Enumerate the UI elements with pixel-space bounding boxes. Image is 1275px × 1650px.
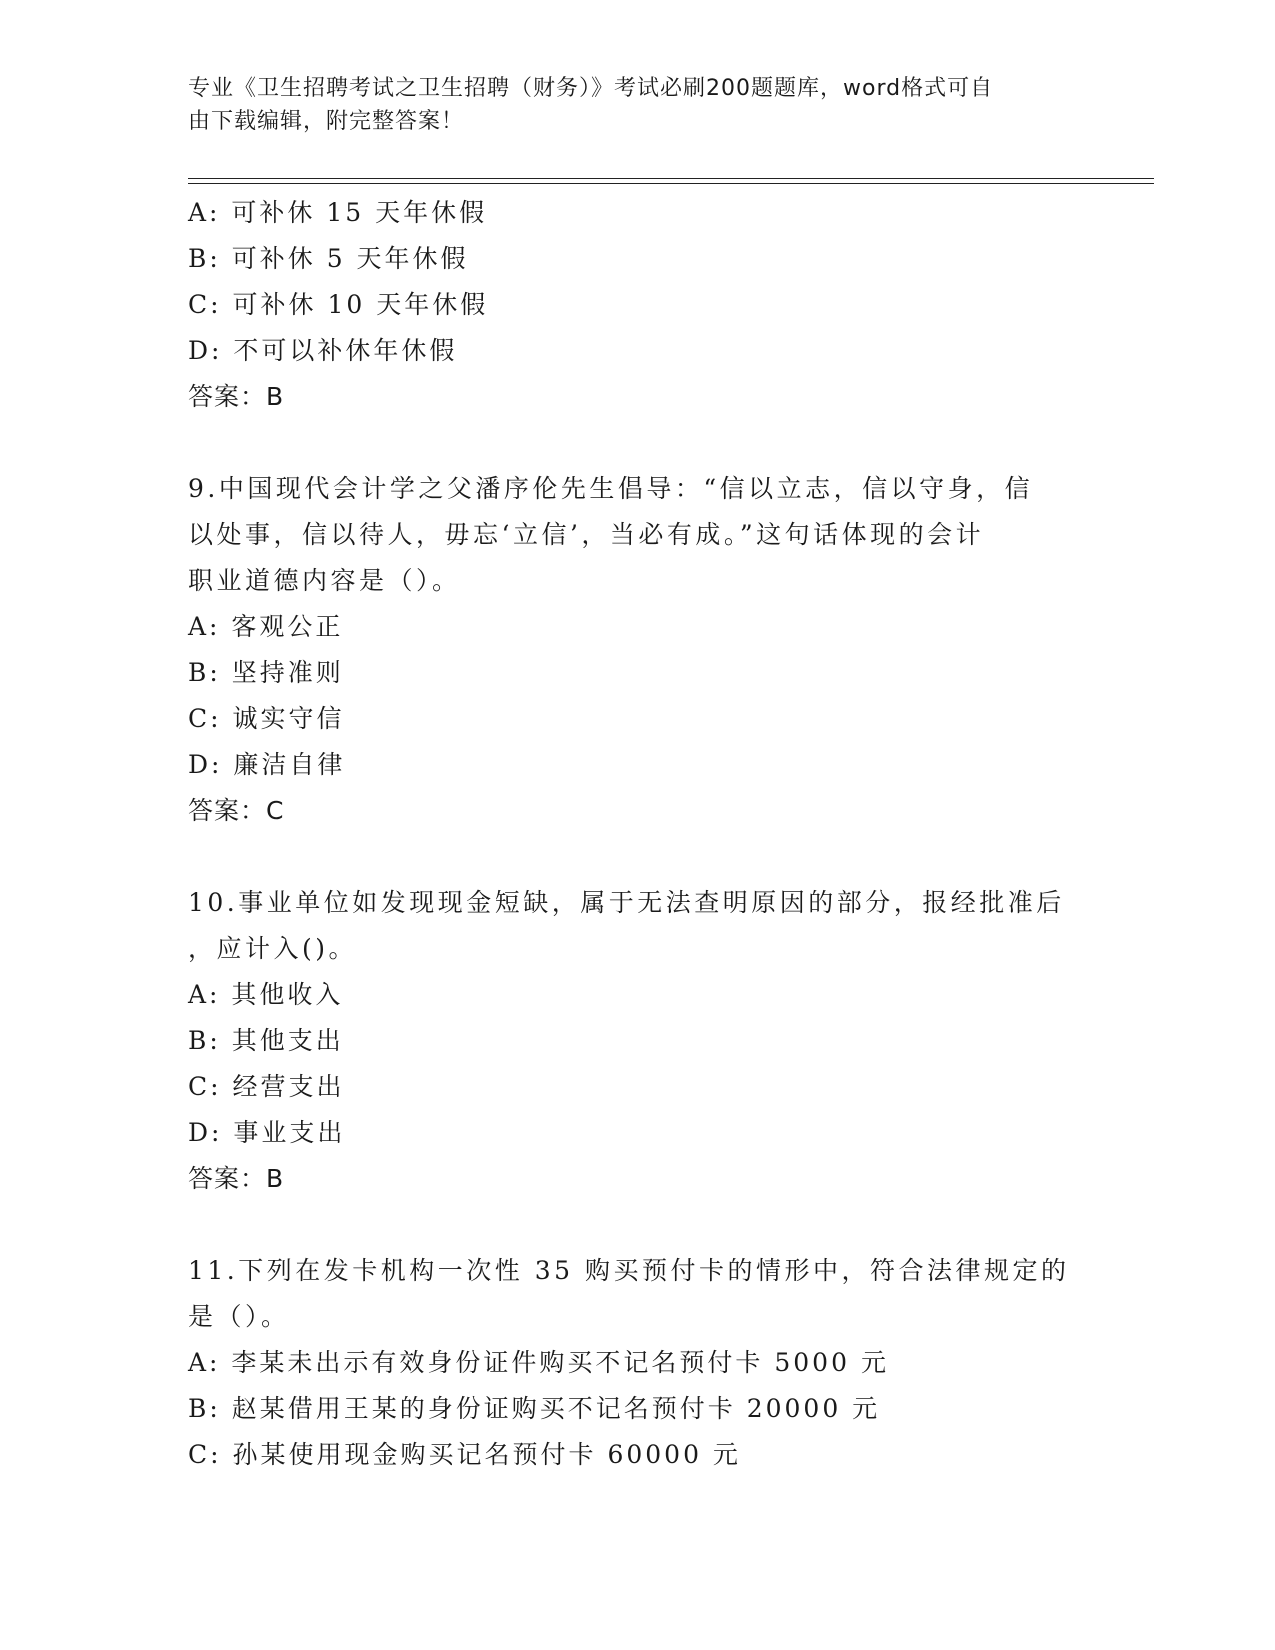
option-d: D: 廉洁自律 xyxy=(188,750,346,779)
question-stem-line: 11.下列在发卡机构一次性 35 购买预付卡的情形中，符合法律规定的 xyxy=(188,1256,1070,1285)
question-list xyxy=(188,190,1088,1478)
question-10 xyxy=(188,880,1088,1202)
option-c: C: 诚实守信 xyxy=(188,704,345,733)
option-b: B: 坚持准则 xyxy=(188,658,344,687)
answer: 答案：B xyxy=(188,1164,285,1193)
option-b: B: 其他支出 xyxy=(188,1026,344,1055)
header-divider-bottom xyxy=(188,183,1154,184)
spacer xyxy=(188,420,1088,466)
header-line-2: 由下载编辑，附完整答案！ xyxy=(188,109,465,134)
option-b: B: 可补休 5 天年休假 xyxy=(188,244,469,273)
question-stem-line: 10.事业单位如发现现金短缺，属于无法查明原因的部分，报经批准后 xyxy=(188,888,1065,917)
question-9 xyxy=(188,466,1088,834)
question-stem-line: ，应计入()。 xyxy=(188,934,358,963)
option-c: C: 经营支出 xyxy=(188,1072,345,1101)
option-d: D: 不可以补休年休假 xyxy=(188,336,458,365)
header-divider-top xyxy=(188,178,1154,179)
document-header xyxy=(188,72,1068,138)
answer: 答案：B xyxy=(188,382,285,411)
spacer xyxy=(188,1202,1088,1248)
question-stem-line: 9.中国现代会计学之父潘序伦先生倡导：“信以立志，信以守身，信 xyxy=(188,474,1034,503)
option-a: A: 李某未出示有效身份证件购买不记名预付卡 5000 元 xyxy=(188,1348,889,1377)
question-stem-line: 以处事，信以待人，毋忘‘立信’，当必有成。”这句话体现的会计 xyxy=(188,520,985,549)
question-11 xyxy=(188,1248,1088,1478)
question-8 xyxy=(188,190,1088,420)
option-a: A: 其他收入 xyxy=(188,980,344,1009)
question-stem-line: 是（）。 xyxy=(188,1302,290,1331)
option-a: A: 客观公正 xyxy=(188,612,344,641)
answer: 答案：C xyxy=(188,796,285,825)
header-line-1: 专业《卫生招聘考试之卫生招聘（财务）》考试必刷200题题库，word格式可自 xyxy=(188,76,994,101)
option-c: C: 孙某使用现金购买记名预付卡 60000 元 xyxy=(188,1440,741,1469)
question-stem-line: 职业道德内容是（）。 xyxy=(188,566,461,595)
option-d: D: 事业支出 xyxy=(188,1118,346,1147)
option-b: B: 赵某借用王某的身份证购买不记名预付卡 20000 元 xyxy=(188,1394,881,1423)
option-c: C: 可补休 10 天年休假 xyxy=(188,290,489,319)
option-a: A: 可补休 15 天年休假 xyxy=(188,198,488,227)
spacer xyxy=(188,834,1088,880)
